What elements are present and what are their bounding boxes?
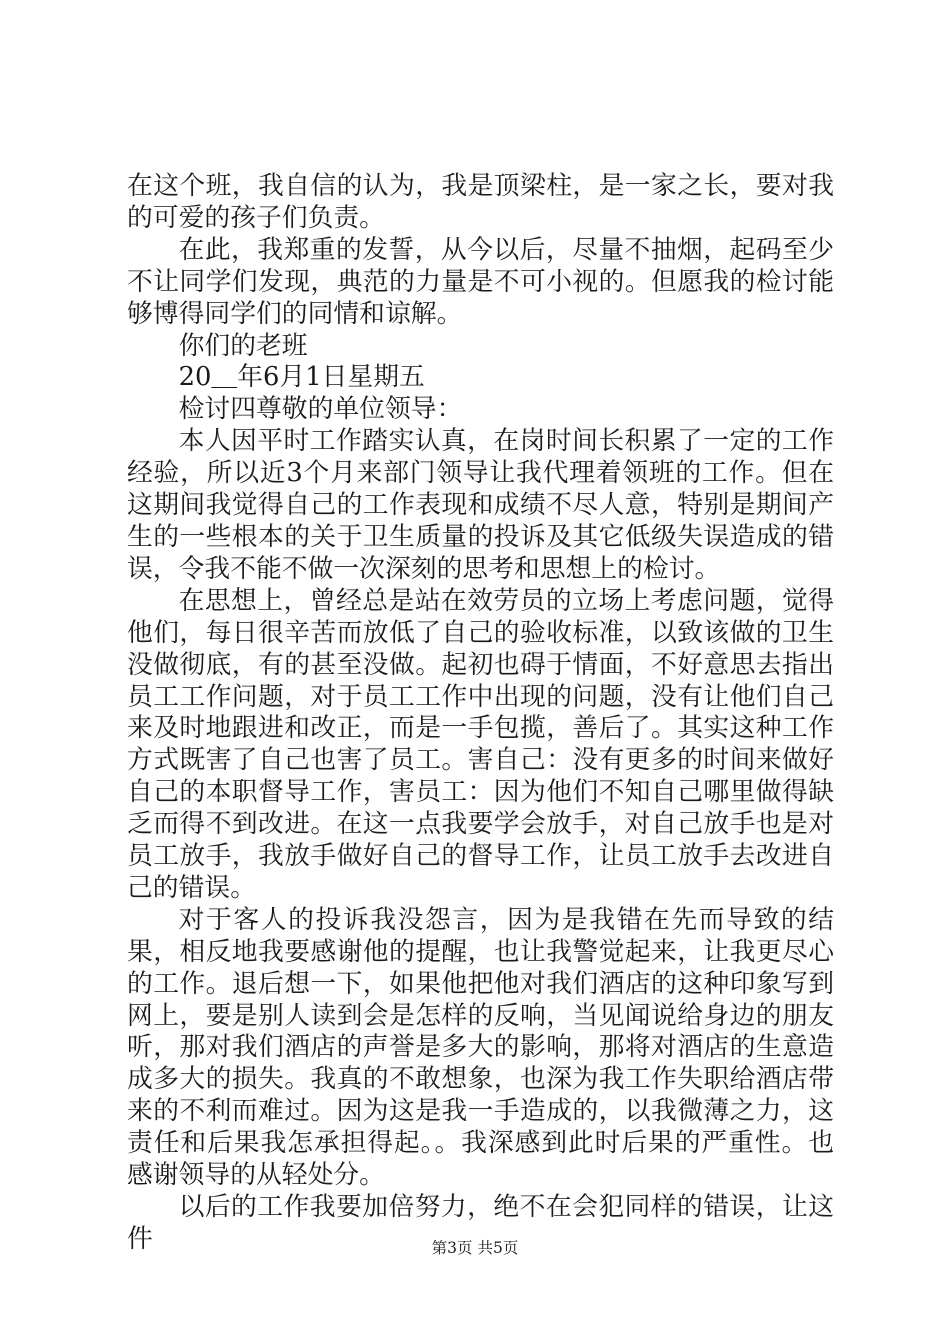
signature-line: 你们的老班 bbox=[178, 330, 308, 361]
paragraph-8: 对于客人的投诉我没怨言，因为是我错在先而导致的结果，相反地我要感谢他的提醒，也让我警觉起来，让我更尽心的工作。退后想一下，如果他把他对我们酒店的这种印象写到网上，要是别人读到会是怎样的反响，当见闻说给身边的朋友听，那对我们酒店的声誉是多大的影响，那将对酒店的生意造成多大的损失。我真的不敢想象，也深为我工作失职给酒店带来的不利而难过。因为这是我一手造成的，以我微薄之力，这责任和后果我怎承担得起。。我深感到此时后果的严重性。也感谢领导的从轻处分。 bbox=[127, 904, 834, 1191]
paragraph-7: 在思想上，曾经总是站在效劳员的立场上考虑问题，觉得他们，每日很辛苦而放低了自己的验收标准，以致该做的卫生没做彻底，有的甚至没做。起初也碍于情面，不好意思去指出员工工作问题，对于员工工作中出现的问题，没有让他们自己来及时地跟进和改正，而是一手包揽，善后了。其实这种工作方式既害了自己也害了员工。害自己：没有更多的时间来做好自己的本职督导工作，害员工：因为他们不知自己哪里做得缺乏而得不到改进。在这一点我要学会放手，对自己放手也是对员工放手，我放手做好自己的督导工作，让员工放手去改进自己的错误。 bbox=[127, 585, 834, 903]
paragraph-6: 本人因平时工作踏实认真，在岗时间长积累了一定的工作经验，所以近3个月来部门领导让我代理着领班的工作。但在这期间我觉得自己的工作表现和成绩不尽人意，特别是期间产生的一些根本的关于卫生质量的投诉及其它低级失误造成的错误，令我不能不做一次深刻的思考和思想上的检讨。 bbox=[127, 426, 834, 584]
paragraph-1: 在这个班，我自信的认为，我是顶梁柱，是一家之长，要对我的可爱的孩子们负责。 bbox=[127, 171, 834, 233]
document-body bbox=[127, 171, 834, 1256]
page-footer: 第3页 共5页 bbox=[431, 1239, 519, 1257]
paragraph-9: 以后的工作我要加倍努力，绝不在会犯同样的错误，让这件 bbox=[127, 1192, 834, 1254]
date-line: 20＿年6月1日星期五 bbox=[178, 362, 425, 393]
paragraph-2: 在此，我郑重的发誓，从今以后，尽量不抽烟，起码至少不让同学们发现，典范的力量是不可小视的。但愿我的检讨能够博得同学们的同情和谅解。 bbox=[127, 234, 834, 329]
section-heading: 检讨四尊敬的单位领导： bbox=[178, 394, 463, 425]
